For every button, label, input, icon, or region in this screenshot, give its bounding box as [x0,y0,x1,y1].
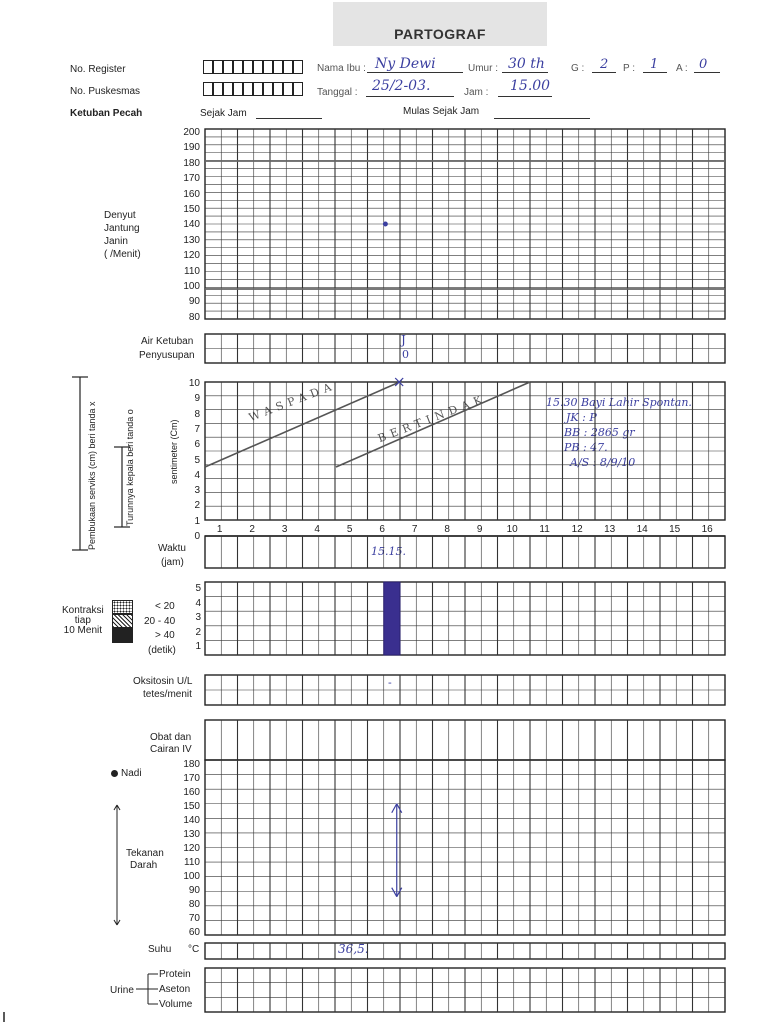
djj-tick: 170 [183,173,200,185]
suhu-value: 36,5. [338,942,369,956]
no-register-label: No. Register [70,64,126,75]
bp-arrow-down-b [397,888,402,897]
kontraksi-label: Kontraksi tiap 10 Menit [62,605,104,636]
hour-label: 3 [281,524,288,535]
legend-detik: (detik) [148,645,176,656]
nadi-tick: 110 [184,857,200,868]
serviks-tick: 4 [194,469,200,481]
turunnya-kepala-label: Turunnya kepala beri tanda o [125,409,135,526]
serviks-tick: 9 [194,393,200,405]
waktu-label: Waktu [158,543,186,554]
nadi-tick: 160 [183,787,200,798]
serviks-tick: 2 [194,500,200,512]
djj-tick: 180 [183,157,200,169]
waspada-line [205,378,402,467]
penyusupan-value: 0 [402,348,409,361]
hour-label: 5 [346,524,353,535]
oksitosin-label: Oksitosin U/L [133,676,193,687]
suhu-unit: °C [188,944,200,955]
djj-tick: 150 [183,204,200,215]
cairan-iv-label: Cairan IV [150,744,192,755]
jam-label: Jam : [464,87,489,98]
nama-ibu-value: Ny Dewi [375,56,436,72]
urine-label: Urine [110,985,134,996]
hour-label: 15 [669,524,681,535]
hour-label: 2 [249,524,255,535]
g-label: G : [571,63,585,74]
serviks-tick: 8 [194,408,200,420]
hour-label: 10 [506,524,518,535]
kontraksi-tick: 1 [195,641,201,653]
hour-label: 8 [444,524,450,535]
waspada-label: WASPADA [247,378,338,425]
djj-tick: 90 [188,296,200,308]
nadi-tick: 100 [183,871,200,882]
djj-tick: 80 [188,311,200,323]
hour-label: 1 [216,524,223,535]
a-value: 0 [699,57,708,72]
volume-label: Volume [159,999,193,1010]
nadi-label: Nadi [121,768,142,779]
protein-label: Protein [159,969,191,980]
serviks-tick: 7 [194,423,200,435]
djj-tick: 100 [183,281,200,292]
kontraksi-tick: 4 [195,597,201,609]
mulas-sejak-jam-label: Mulas Sejak Jam [403,106,480,117]
kontraksi-tick: 5 [195,583,201,594]
air-ketuban-value: J [401,333,406,347]
birth-notes: 15.30 Bayi Lahir Spontan. JK : P BB : 2865 gr PB : 47. A/S : 8/9/10 [546,396,692,469]
jam-value: 15.00 [510,78,551,94]
hour-label: 16 [701,524,713,535]
bp-arrow-up-b [397,804,402,813]
hour-label: 11 [539,524,550,535]
serviks-tick: 3 [194,485,200,497]
tanggal-value: 25/2-03. [372,78,431,94]
g-value: 2 [600,57,609,72]
hour-label: 12 [571,524,583,535]
pembukaan-serviks-label: Pembukaan serviks (cm) beri tanda x [87,401,97,550]
djj-tick: 140 [183,219,200,231]
djj-tick: 200 [183,127,200,138]
sejak-jam-label: Sejak Jam [200,108,247,119]
nadi-tick: 150 [183,801,200,812]
djj-tick: 120 [183,250,200,262]
nadi-tick: 70 [188,913,200,924]
nadi-tick: 130 [183,829,200,840]
serviks-tick: 1 [194,515,200,527]
nadi-tick: 120 [183,843,200,854]
oksitosin-value: - [388,676,392,689]
nadi-tick: 180 [183,759,200,770]
serviks-tick: 0 [194,531,200,542]
hour-label: 7 [411,524,418,535]
sentimeter-label: sentimeter (Cm) [169,419,179,484]
tetes-menit-label: tetes/menit [143,689,192,700]
p-value: 1 [650,57,659,72]
waktu-value: 15.15. [371,545,406,558]
penyusupan-label: Penyusupan [139,350,195,361]
darah-label: Darah [130,860,158,871]
p-label: P : [623,63,636,74]
hour-label: 13 [604,524,616,535]
air-ketuban-label: Air Ketuban [141,336,194,347]
djj-tick: 190 [183,142,200,154]
a-label: A : [676,63,688,74]
nama-ibu-label: Nama Ibu : [317,63,366,74]
nadi-tick: 140 [183,815,200,826]
kontraksi-tick: 2 [195,626,201,638]
no-puskesmas-label: No. Puskesmas [70,86,141,97]
legend-gt40: > 40 [155,630,175,641]
djj-tick: 160 [183,188,200,200]
hour-label: 6 [379,524,385,535]
djj-tick: 110 [184,265,200,277]
djj-label: Denyut Jantung Janin ( /Menit) [104,210,141,260]
jam-unit-label: (jam) [161,557,184,568]
hour-label: 4 [314,524,320,535]
nadi-tick: 80 [188,899,200,910]
bp-arrow-up-a [392,804,397,813]
serviks-tick: 5 [194,454,200,466]
aseton-label: Aseton [159,984,191,995]
kontraksi-bar [384,582,400,655]
tanggal-label: Tanggal : [317,87,358,98]
serviks-tick: 6 [194,439,200,451]
bertindak-label: BERTINDAK [376,391,489,446]
djj-tick: 130 [183,234,200,246]
kontraksi-tick: 3 [195,612,201,624]
page-title: PARTOGRAF [394,26,486,42]
umur-label: Umur : [468,63,498,74]
ketuban-pecah-label: Ketuban Pecah [70,108,143,119]
bp-arrow-down-a [392,888,397,897]
hour-label: 9 [476,524,483,535]
hour-label: 14 [636,524,648,535]
serviks-tick: 10 [188,378,200,389]
umur-value: 30 th [508,56,545,72]
djj-point [383,222,388,227]
nadi-tick: 90 [188,885,200,896]
legend-lt20: < 20 [155,601,175,612]
legend-20-40: 20 - 40 [144,616,176,627]
obat-label: Obat dan [150,732,192,743]
nadi-tick: 60 [188,927,200,938]
tekanan-label: Tekanan [126,848,164,859]
nadi-tick: 170 [183,773,200,784]
suhu-label: Suhu [148,944,172,955]
